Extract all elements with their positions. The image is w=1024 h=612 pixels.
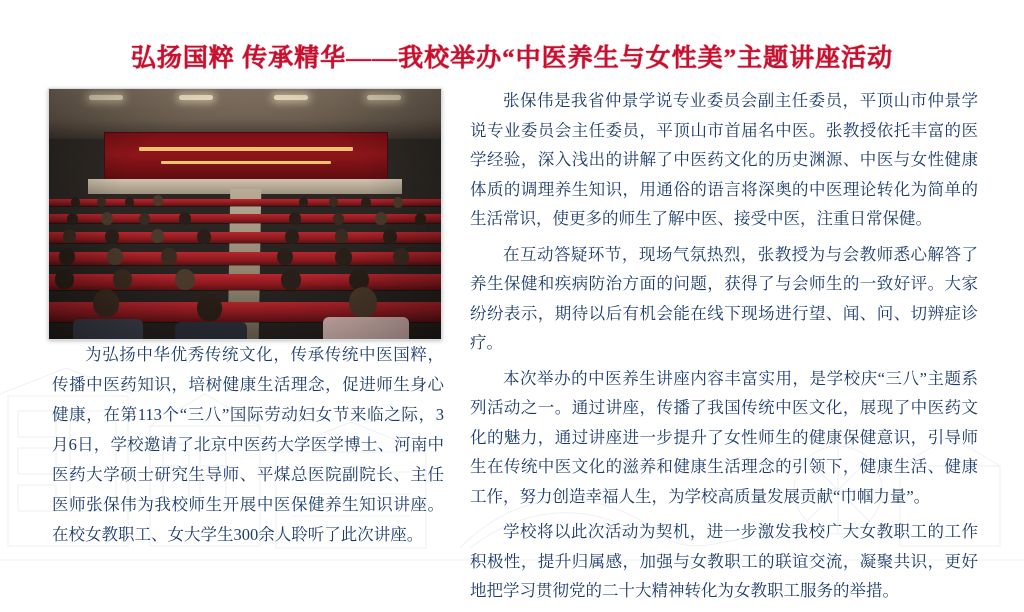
paragraph: 学校将以此次活动为契机，进一步激发我校广大女教职工的工作积极性，提升归属感，加强与女教职工的联谊交流，凝聚共识，更好地把学习贯彻党的二十大精神转化为女教职工服务的举措。 xyxy=(470,522,978,600)
body-right-column xyxy=(470,86,978,612)
body-left-column xyxy=(52,340,444,550)
paragraph: 本次举办的中医养生讲座内容丰富实用，是学校庆“三八”主题系列活动之一。通过讲座，传播了我国传统中医文化，展现了中医药文化的魅力，通过讲座进一步提升了女性师生的健康保健意识，引导师生在传统中医文化的滋养和健康生活理念的引领下，健康生活、健康工作，努力创造幸福人生，为学校高质量发展贡献“巾帼力量”。 xyxy=(470,368,978,506)
paragraph: 在互动答疑环节，现场气氛热烈，张教授为与会教师悉心解答了养生保健和疾病防治方面的问题，获得了与会师生的一致好评。大家纷纷表示，期待以后有机会能在线下现场进行望、闻、问、切辨症诊疗。 xyxy=(470,244,978,352)
page-title: 弘扬国粹 传承精华——我校举办“中医养生与女性美”主题讲座活动 xyxy=(130,45,894,72)
event-photo xyxy=(48,88,442,340)
paragraph: 张保伟是我省仲景学说专业委员会副主任委员，平顶山市仲景学说专业委员会主任委员，平顶山市首届名中医。张教授依托丰富的医学经验，深入浅出的讲解了中医药文化的历史渊源、中医与女性健康体质的调理养生知识，用通俗的语言将深奥的中医理论转化为简单的生活常识，使更多的师生了解中医、接受中医，注重日常保健。 xyxy=(470,91,978,228)
photo-vignette xyxy=(49,89,441,339)
auditorium-photo-image xyxy=(49,89,441,339)
paragraph: 为弘扬中华优秀传统文化，传承传统中医国粹，传播中医药知识，培树健康生活理念，促进师生身心健康，在第113个“三八”国际劳动妇女节来临之际，3月6日，学校邀请了北京中医药大学医学博士、河南中医药大学硕士研究生导师、平煤总医院副院长、主任医师张保伟为我校师生开展中医保健养生知识讲座。在校女教职工、女大学生300余人聆听了此次讲座。 xyxy=(52,345,444,544)
